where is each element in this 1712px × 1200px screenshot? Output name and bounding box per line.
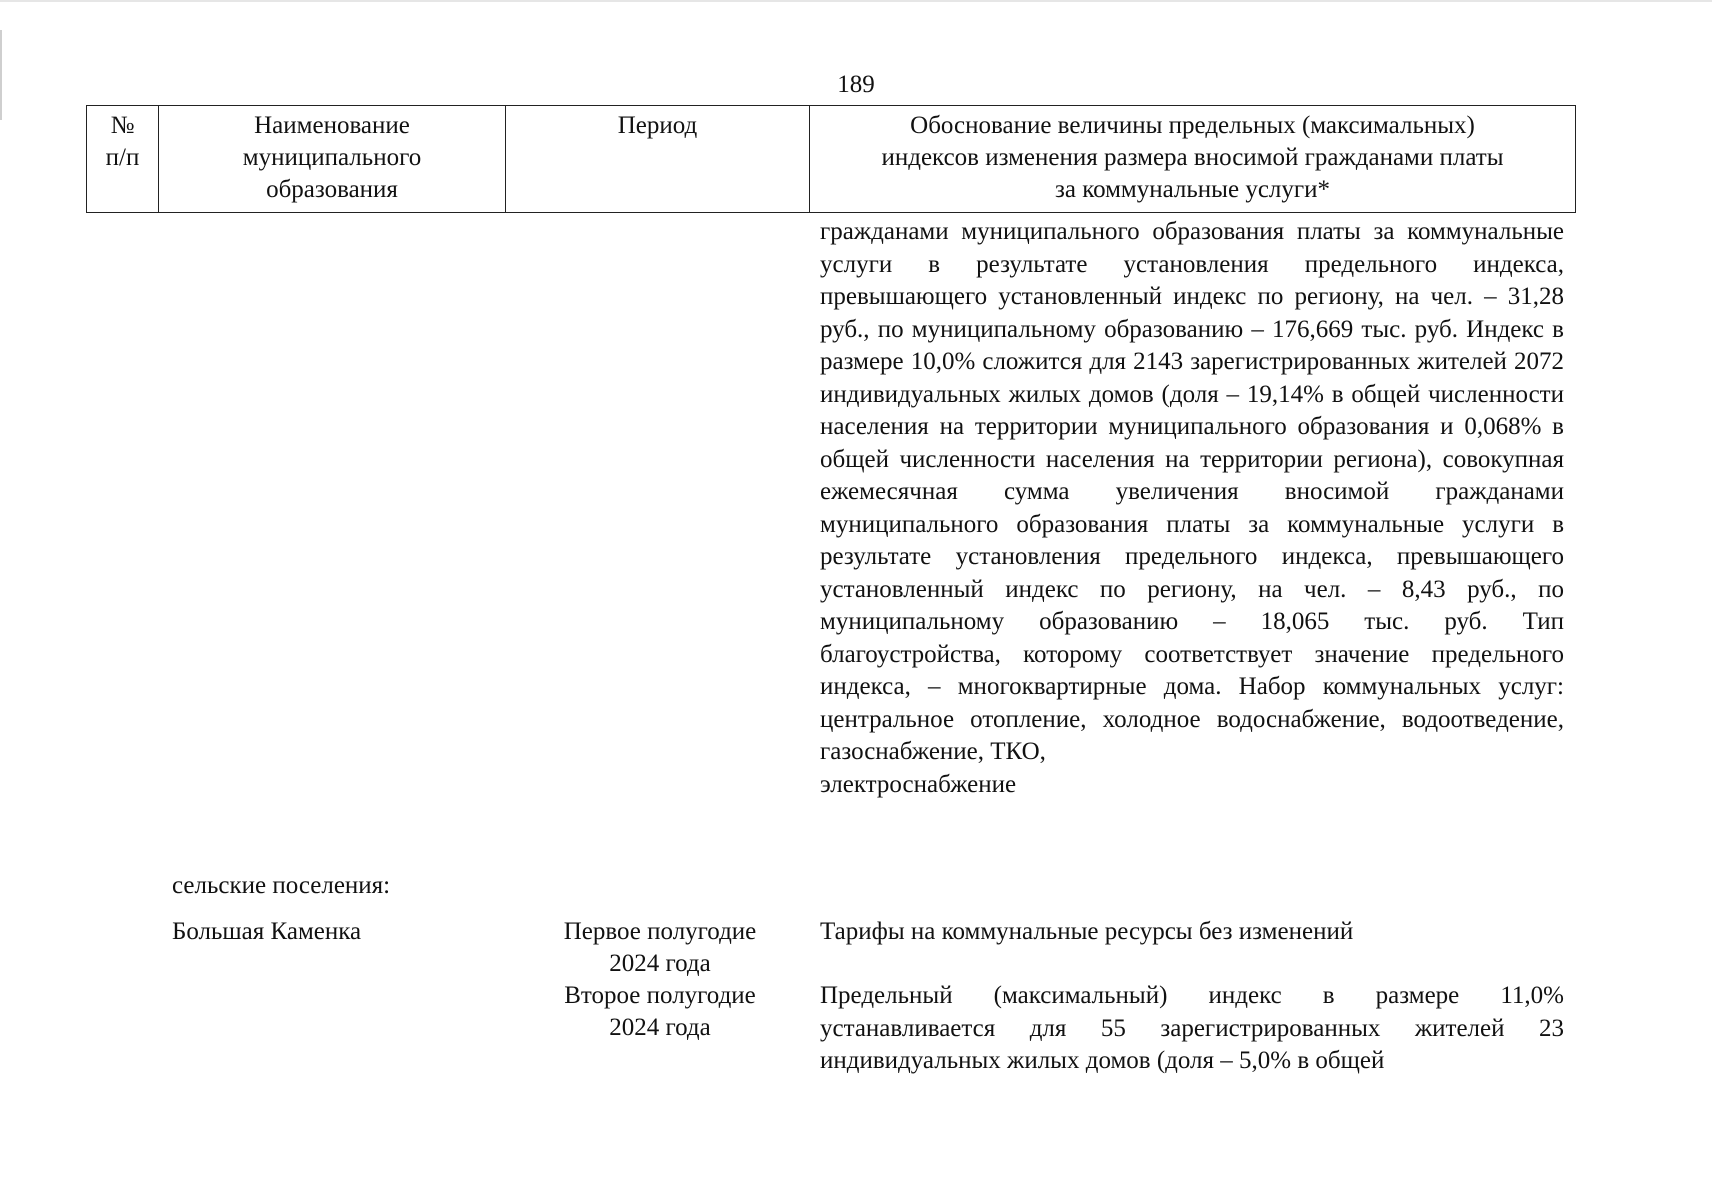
period-second-half (505, 980, 815, 1044)
header-name-line-1: Наименование (254, 112, 410, 139)
justification-second-half: Предельный (максимальный) индекс в размере 11,0% устанавливается для 55 зарегистрированных жителей 23 индивидуальных жилых домов (доля – 5,0% в общей (820, 982, 1564, 1074)
header-number-line-1: № (110, 112, 135, 139)
header-number-line-2: п/п (105, 144, 140, 171)
period-first-half-line-1: Первое полугодие (563, 918, 757, 945)
header-cell-period (506, 106, 810, 212)
header-name-line-3: образования (266, 176, 398, 203)
justification-first-half: Тарифы на коммунальные ресурсы без изменений (820, 918, 1354, 945)
scan-top-edge (0, 0, 1712, 2)
header-name-line-2: муниципального (242, 144, 422, 171)
period-second-half-line-2: 2024 года (609, 1014, 711, 1041)
header-period-line-1: Период (617, 112, 698, 139)
continued-justification-last-line: электроснабжение (820, 770, 1017, 798)
table-header (86, 105, 1576, 213)
header-justification-line-2: индексов изменения размера вносимой гражданами платы (881, 144, 1504, 171)
page-number (0, 70, 1712, 100)
header-justification-line-3: за коммунальные услуги* (1054, 176, 1331, 203)
period-second-half-line-1: Второе полугодие (564, 982, 756, 1009)
municipality-name: Большая Каменка (172, 918, 362, 945)
continued-justification-text: гражданами муниципального образования платы за коммунальные услуги в результате установления предельного индекса, превышающего установленный индекс по региону, на чел. – 31,28 руб., по муниципальному образованию – 176,669 тыс. руб. Индекс в размере 10,0% сложится для 2143 зарегистрированных жителей 2072 индивидуальных жилых домов (доля – 19,14% в общей численности населения на территории муниципального образования и 0,068% в общей численности населения на территории региона), совокупная ежемесячная сумма увеличения вносимой гражданами муниципального образования платы за коммунальные услуги в результате установления предельного индекса, превышающего установленный индекс по региону, на чел. – 8,43 руб., по муниципальному образованию – 18,065 тыс. руб. Тип благоустройства, которому соответствует значение предельного индекса, – многоквартирные дома. Набор коммунальных услуг: центральное отопление, холодное водоснабжение, водоотведение, газоснабжение, ТКО, (820, 218, 1564, 765)
header-justification-line-1: Обоснование величины предельных (максимальных) (910, 112, 1475, 139)
period-first-half-line-2: 2024 года (609, 950, 711, 977)
page-number-text: 189 (837, 71, 875, 98)
continued-justification (820, 216, 1564, 801)
header-cell-name (159, 106, 506, 212)
header-cell-justification (810, 106, 1575, 212)
period-first-half (505, 916, 815, 980)
section-label-rural: сельские поселения: (172, 872, 391, 899)
header-cell-number (87, 106, 159, 212)
